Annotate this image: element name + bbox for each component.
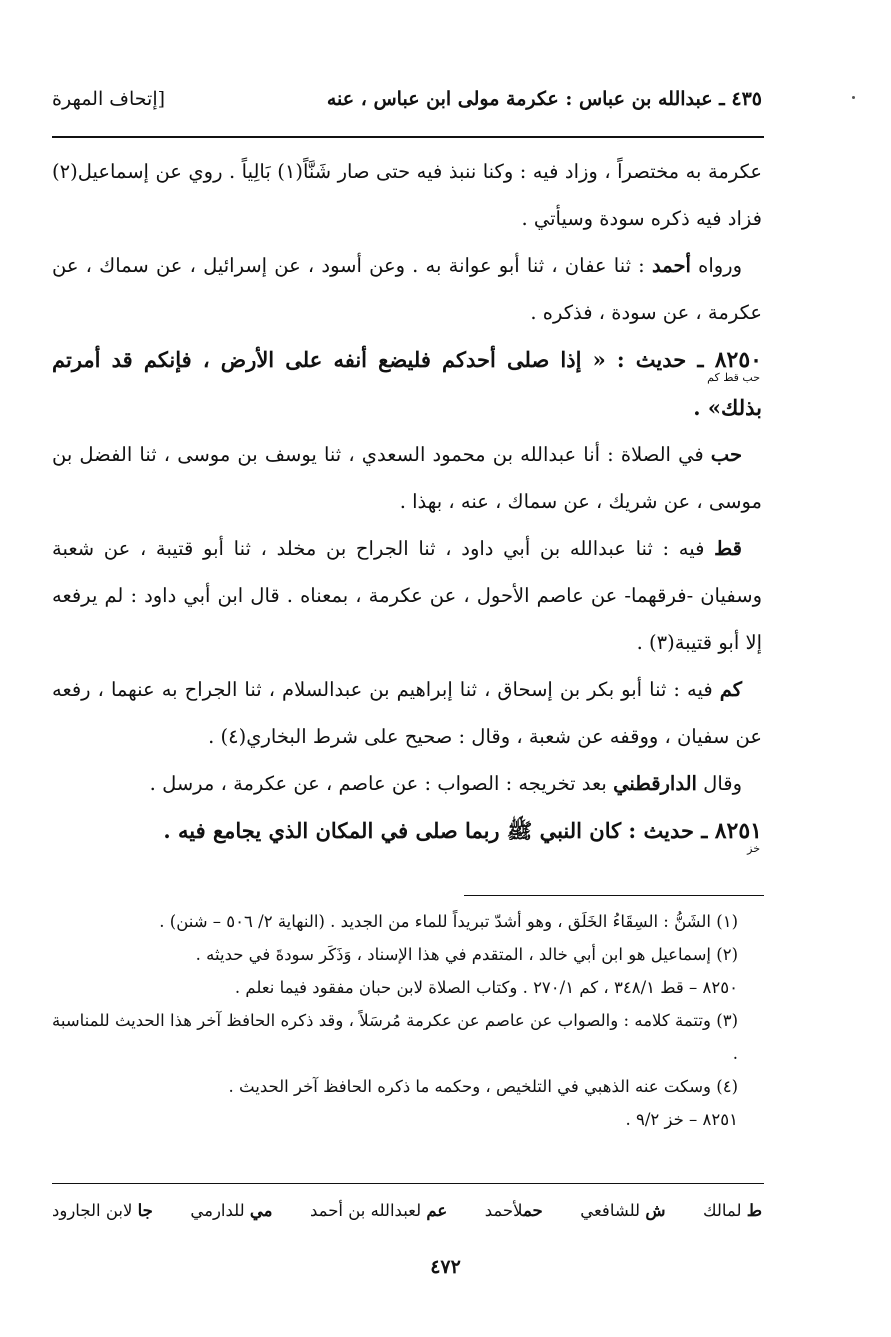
paragraph-2-text: : ثنا عفان ، ثنا أبو عوانة به . وعن أسود ، عن إسرائيل ، عن سماك ، عن عكرمة ، عن سودة ، فذكره . [52,254,762,324]
paragraph-3-text: في الصلاة : أنا عبدالله بن محمود السعدي ، ثنا يوسف بن موسى ، ثنا الفضل بن موسى ، عن شريك ، عن سماك ، عنه ، بهذا . [52,443,762,513]
paragraph-6-text: بعد تخريجه : الصواب : عن عاصم ، عن عكرمة ، مرسل . [149,772,614,795]
abbreviation-label: للدارمي [190,1201,250,1220]
paragraph-5 [52,666,762,760]
abbreviation-code: عم [426,1201,448,1220]
abbreviation-code: حم [522,1201,543,1220]
abbreviation-label: للشافعي [580,1201,646,1220]
header-rule [52,136,764,138]
footnote-1: (١) الشَنُّ : السِقَاءُ الخَلَق ، وهو أشدّ تبريداً للماء من الجديد . (النهاية ٢/ ٥٠٦ – شنن) . [159,912,738,931]
abbreviation-item [52,1197,153,1225]
page-header [52,88,762,122]
header-book-title: [إتحاف المهرة [52,88,166,110]
abbreviation-label: لمالك [702,1201,747,1220]
abbreviations-rule [52,1183,764,1184]
abbreviation-label: لعبدالله بن أحمد [310,1201,427,1220]
footnote-ref-8251: ٨٢٥١ – خز ٩/٢ . [625,1110,738,1129]
footnote-ref-8250: ٨٢٥٠ – قط ٣٤٨/١ ، كم ٢٧٠/١ . وكتاب الصلاة لابن حبان مفقود فيما نعلم . [234,978,738,997]
abbreviation-code: مي [249,1201,273,1220]
paragraph-1-line-2: إسماعيل(٢) فزاد فيه ذكره سودة وسيأتي . [52,160,762,230]
margin-dot [852,96,855,99]
abbreviation-code: جا [137,1201,153,1220]
abbreviations-legend [52,1197,762,1225]
header-title: ٤٣٥ ـ عبدالله بن عباس : عكرمة مولى ابن عباس ، عنه [326,88,762,110]
hadith-8251-number: ٨٢٥١ [714,818,762,844]
abbreviation-label: لأحمد [484,1201,523,1220]
abbreviation-item [580,1197,665,1225]
hadith-8251-text: ـ حديث : كان النبي ﷺ ربما صلى في المكان الذي يجامع فيه . [163,818,715,843]
hadith-8250-source-codes: حب قط كم [707,371,760,384]
source-daraqutni: الدارقطني [613,772,697,795]
abbreviation-code: ش [645,1201,666,1220]
footnote-4: (٤) وسكت عنه الذهبي في التلخيص ، وحكمه ما ذكره الحافظ آخر الحديث . [228,1077,738,1096]
main-text [52,148,762,855]
paragraph-1 [52,148,762,242]
hadith-8250 [52,336,762,431]
abbreviation-item [190,1197,272,1225]
paragraph-2-prefix: ورواه [690,254,742,277]
source-code-km: كم [719,678,742,701]
footnotes [52,905,760,1136]
paragraph-3 [52,431,762,525]
paragraph-4-text: فيه : ثنا عبدالله بن أبي داود ، ثنا الجراح بن مخلد ، ثنا أبو قتيبة ، عن شعبة وسفيان -فرقهما- عن عاصم الأحول ، عن عكرمة ، بمعناه . قال ابن أبي داود : لم يرفعه إلا أبو قتيبة(٣) . [52,537,762,654]
abbreviation-item [310,1197,447,1225]
hadith-8251 [52,807,762,855]
abbreviation-code: ط [746,1201,762,1220]
abbreviation-item [703,1197,762,1225]
paragraph-1-line-1: عكرمة به مختصراً ، وزاد فيه : وكنا ننبذ فيه حتى صار شَنَّاً(١) بَالِياً . روي عن [155,160,763,183]
hadith-8250-text: ـ حديث : « إذا صلى أحدكم فليضع أنفه على الأرض ، فإنكم قد أمرتم بذلك» . [52,347,762,420]
abbreviation-label: لابن الجارود [52,1201,138,1220]
footnote-3: (٣) وتتمة كلامه : والصواب عن عاصم عن عكرمة مُرسَلاً ، وقد ذكره الحافظ آخر هذا الحديث للمناسبة . [52,1011,738,1063]
paragraph-6 [52,760,762,807]
abbreviation-item [485,1197,543,1225]
source-ahmad: أحمد [651,254,691,277]
footnotes-rule [464,895,764,896]
source-code-qt: قط [714,537,742,560]
hadith-8251-source-codes: خز [747,842,760,855]
footnote-2: (٢) إسماعيل هو ابن أبي خالد ، المتقدم في هذا الإسناد ، وَذَكَر سودةَ في حديثه . [195,945,738,964]
hadith-8250-number: ٨٢٥٠ [714,347,762,373]
paragraph-6-prefix: وقال [696,772,742,795]
page-number: ٤٧٢ [430,1256,461,1278]
paragraph-4 [52,525,762,666]
paragraph-5-text: فيه : ثنا أبو بكر بن إسحاق ، ثنا إبراهيم بن عبدالسلام ، ثنا الجراح به عنهما ، رفعه عن سفيان ، ووقفه عن شعبة ، وقال : صحيح على شرط البخاري(٤) . [52,678,762,748]
source-code-hb: حب [710,443,742,466]
paragraph-2 [52,242,762,336]
